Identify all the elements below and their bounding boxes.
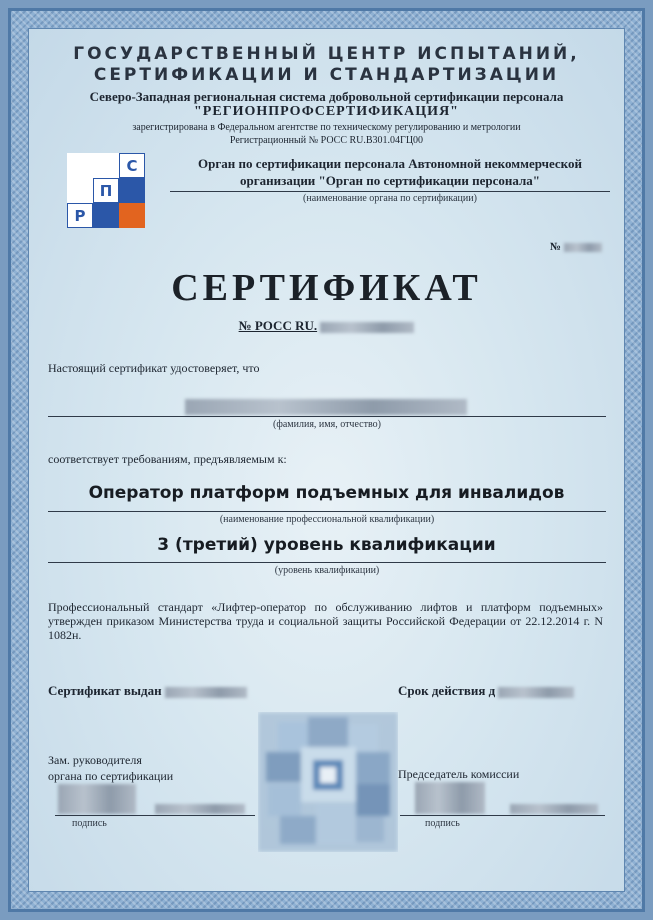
commission-chair: Председатель комиссии [398, 767, 520, 781]
intro-text: Настоящий сертификат удостоверяет, что [48, 361, 260, 375]
deputy-line-2: органа по сертификации [48, 769, 174, 783]
logo-letter-p: П [93, 178, 119, 203]
redacted-issue-date [165, 687, 247, 698]
registration-note: зарегистрирована в Федеральном агентстве по техническому регулированию и метрологии [132, 122, 521, 133]
organ-line-2: организации "Орган по сертификации персонала" [239, 173, 540, 188]
issued-date [48, 683, 247, 699]
serial-label: № [550, 241, 562, 253]
organization-seal [258, 712, 398, 852]
deputy-signature-caption: подпись [72, 818, 107, 829]
chair-signature-caption: подпись [425, 818, 460, 829]
qualification-underline [48, 511, 606, 512]
valid-label: Срок действия д [398, 683, 496, 698]
qualification-caption: (наименование профессиональной квалификации) [219, 514, 435, 525]
form-serial-number [550, 241, 602, 253]
chair-signature-line [400, 815, 605, 816]
cert-number-label: № РОСС RU. [238, 318, 318, 333]
qualification-level: 3 (третий) уровень квалификации [157, 535, 496, 555]
professional-standard: Профессиональный стандарт «Лифтер-оператор по обслуживанию лифтов и платформ подъемных» утвержден приказом Министерства труда и социальной защиты Российской Федерации от 22.12.2014 г. N 1082н. [48, 600, 603, 642]
logo-letter-s: С [119, 153, 145, 178]
issuer-center-name [40, 44, 613, 86]
registration-number: Регистрационный № РОСС RU.В301.04ГЦ00 [229, 135, 424, 146]
logo-letter-r: Р [67, 203, 93, 228]
conformity-text: соответствует требованиям, предъявляемым к: [48, 452, 287, 466]
redacted-cert-number [320, 322, 414, 333]
deputy-signature-line [55, 815, 255, 816]
organ-caption: (наименование органа по сертификации) [303, 193, 477, 204]
deputy-head-block [48, 752, 173, 784]
person-caption: (фамилия, имя, отчество) [273, 419, 381, 430]
organ-line-1: Орган по сертификации персонала Автономной некоммерческой [198, 156, 582, 171]
person-underline [48, 416, 606, 417]
seal-graphic [258, 712, 398, 852]
organ-name [170, 155, 610, 189]
redacted-person-name [185, 398, 467, 416]
organ-underline [170, 191, 610, 192]
level-underline [48, 562, 606, 563]
deputy-signature [58, 784, 136, 814]
level-caption: (уровень квалификации) [274, 565, 380, 576]
certificate-number [40, 318, 613, 334]
qualification-name: Оператор платформ подъемных для инвалидов [88, 483, 565, 503]
issued-label: Сертификат выдан [48, 683, 162, 698]
valid-until [398, 683, 574, 699]
issuer-line-2: СЕРТИФИКАЦИИ И СТАНДАРТИЗАЦИИ [93, 65, 560, 85]
redacted-serial [564, 243, 602, 252]
certificate-title: СЕРТИФИКАТ [171, 267, 482, 309]
chair-signature [415, 782, 485, 814]
deputy-line-1: Зам. руководителя [48, 753, 142, 767]
certification-system-name: "РЕГИОНПРОФСЕРТИФИКАЦИЯ" [194, 104, 459, 119]
organ-logo [67, 153, 147, 229]
certification-system: Северо-Западная региональная система добровольной сертификации персонала [89, 89, 564, 104]
issuer-line-1: ГОСУДАРСТВЕННЫЙ ЦЕНТР ИСПЫТАНИЙ, [73, 44, 580, 64]
redacted-valid-date [498, 687, 574, 698]
